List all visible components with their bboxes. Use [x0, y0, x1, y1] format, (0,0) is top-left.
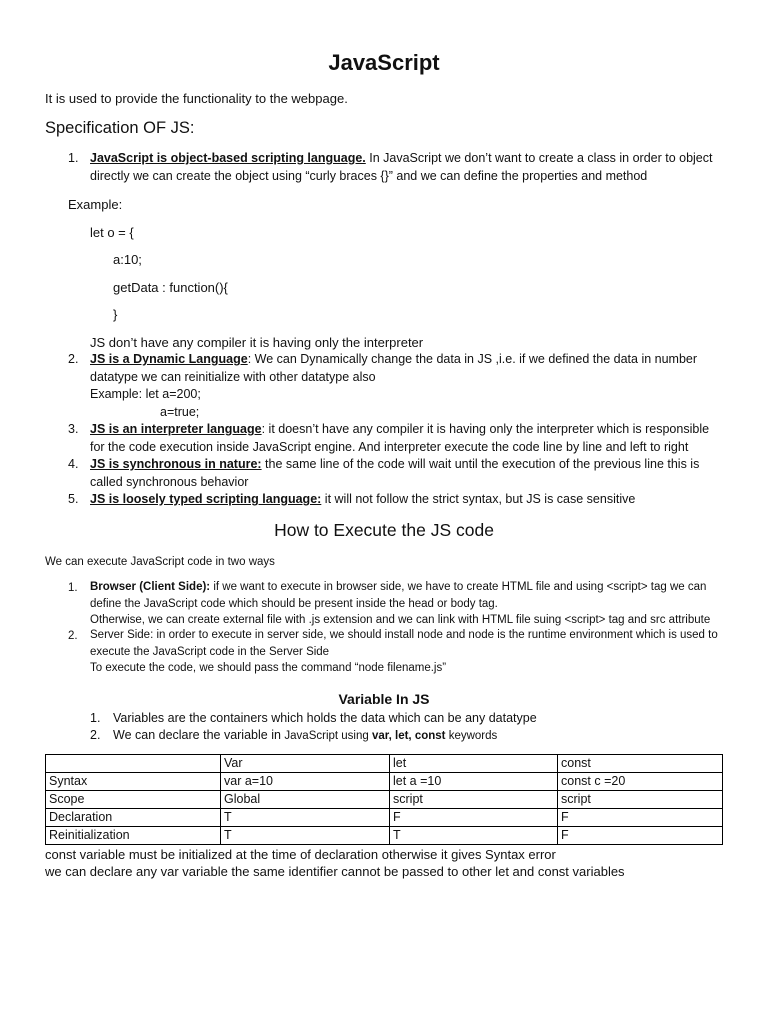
exec-heading: How to Execute the JS code	[274, 520, 494, 540]
list-number: 1.	[90, 711, 101, 725]
table-cell: Scope	[46, 791, 221, 809]
variable-heading: Variable In JS	[338, 691, 430, 707]
table-cell: let	[390, 755, 558, 773]
list-item	[113, 727, 497, 746]
code-line: getData : function(){	[113, 280, 228, 295]
table-cell: Global	[221, 791, 390, 809]
bold-term: JS is loosely typed scripting language:	[90, 492, 322, 506]
list-number: 1.	[68, 151, 79, 165]
table-cell: const c =20	[558, 773, 723, 791]
item-text: it will not follow the strict syntax, but JS is case sensitive	[321, 492, 636, 506]
bold-term: JS is an interpreter language	[90, 422, 262, 436]
list-number: 3.	[68, 422, 79, 436]
table-cell: script	[558, 791, 723, 809]
table-cell: T	[221, 827, 390, 845]
table-cell: Declaration	[46, 809, 221, 827]
table-cell: F	[390, 809, 558, 827]
item-text: Example: let a=200;	[90, 387, 201, 401]
list-item	[90, 421, 750, 456]
list-item	[90, 579, 750, 629]
table-cell: Var	[221, 755, 390, 773]
item-text: for the code execution inside JavaScript engine. And interpreter execute the code line by line and left to right	[90, 439, 689, 454]
list-item	[90, 627, 750, 677]
item-text: : it doesn’t have any compiler it is having only the interpreter which is responsible	[261, 422, 710, 436]
code-line: let o = {	[90, 225, 134, 240]
item-text: We can declare the variable in	[113, 728, 285, 742]
item-text: directly we can create the object using “curly braces {}” and we can define the properties and method	[90, 168, 648, 183]
table-cell: Syntax	[46, 773, 221, 791]
comparison-table	[45, 754, 723, 845]
item-text: In JavaScript we don’t want to create a class in order to object	[365, 151, 713, 165]
code-line: }	[113, 307, 118, 322]
list-item	[90, 491, 750, 509]
table-cell: T	[221, 809, 390, 827]
footer-text: we can declare any var variable the same identifier cannot be passed to other let and const variables	[45, 864, 625, 879]
bold-term: JavaScript is object-based scripting language.	[90, 151, 366, 165]
list-number: 1.	[68, 582, 78, 594]
table-row	[46, 773, 723, 791]
table-cell: F	[558, 827, 723, 845]
bold-term: Browser (Client Side):	[90, 581, 211, 593]
list-number: 2.	[68, 352, 79, 366]
spec-heading: Specification OF JS:	[45, 119, 195, 137]
example-label: Example:	[68, 197, 123, 212]
table-cell: const	[558, 755, 723, 773]
item-text: JavaScript using	[284, 730, 372, 742]
bold-term: JS is synchronous in nature:	[90, 457, 262, 471]
intro-text: It is used to provide the functionality to the webpage.	[45, 91, 348, 106]
list-number: 2.	[68, 630, 78, 642]
item-text: To execute the code, we should pass the command “node filename.js”	[90, 662, 447, 674]
list-item	[90, 456, 750, 491]
footer-text: const variable must be initialized at the time of declaration otherwise it gives Syntax error	[45, 847, 556, 862]
item-text: Server Side: in order to execute in server side, we should install node and node is the runtime environment which is used to	[90, 629, 718, 641]
bold-term: JS is a Dynamic Language	[90, 352, 248, 366]
table-cell	[46, 755, 221, 773]
table-row	[46, 791, 723, 809]
item-text: execute the JavaScript code in the Server Side	[90, 645, 330, 658]
list-item: Variables are the containers which holds the data which can be any datatype	[113, 711, 537, 725]
table-cell: script	[390, 791, 558, 809]
table-row	[46, 827, 723, 845]
table-cell: T	[390, 827, 558, 845]
item-text: : We can Dynamically change the data in JS ,i.e. if we defined the data in number	[247, 352, 698, 366]
item-text: define the JavaScript code which should be present inside the head or body tag.	[90, 597, 498, 610]
item-text: if we want to execute in browser side, we have to create HTML file and using <script> tag we can	[210, 581, 707, 593]
list-item	[90, 351, 750, 421]
list-item	[90, 150, 750, 185]
code-line: a:10;	[113, 252, 142, 267]
item-text: datatype we can reinitialize with other datatype also	[90, 369, 376, 384]
list-number: 2.	[90, 728, 101, 742]
item-text: the same line of the code will wait until the execution of the previous line this is	[261, 457, 700, 471]
exec-intro: We can execute JavaScript code in two ways	[45, 556, 275, 568]
table-header-row	[46, 755, 723, 773]
item-text: keywords	[445, 730, 498, 742]
table-cell: var a=10	[221, 773, 390, 791]
list-number: 5.	[68, 492, 79, 506]
table-cell: let a =10	[390, 773, 558, 791]
page-title: JavaScript	[328, 50, 440, 75]
item-text: a=true;	[160, 404, 200, 419]
list-number: 4.	[68, 457, 79, 471]
table-cell: F	[558, 809, 723, 827]
table-row	[46, 809, 723, 827]
item-text: Otherwise, we can create external file with .js extension and we can link with HTML file suing <script> tag and src attribute	[90, 614, 711, 626]
bold-term: var, let, const	[371, 730, 446, 742]
note-text: JS don’t have any compiler it is having only the interpreter	[90, 335, 424, 350]
item-text: called synchronous behavior	[90, 474, 249, 489]
table-cell: Reinitialization	[46, 827, 221, 845]
